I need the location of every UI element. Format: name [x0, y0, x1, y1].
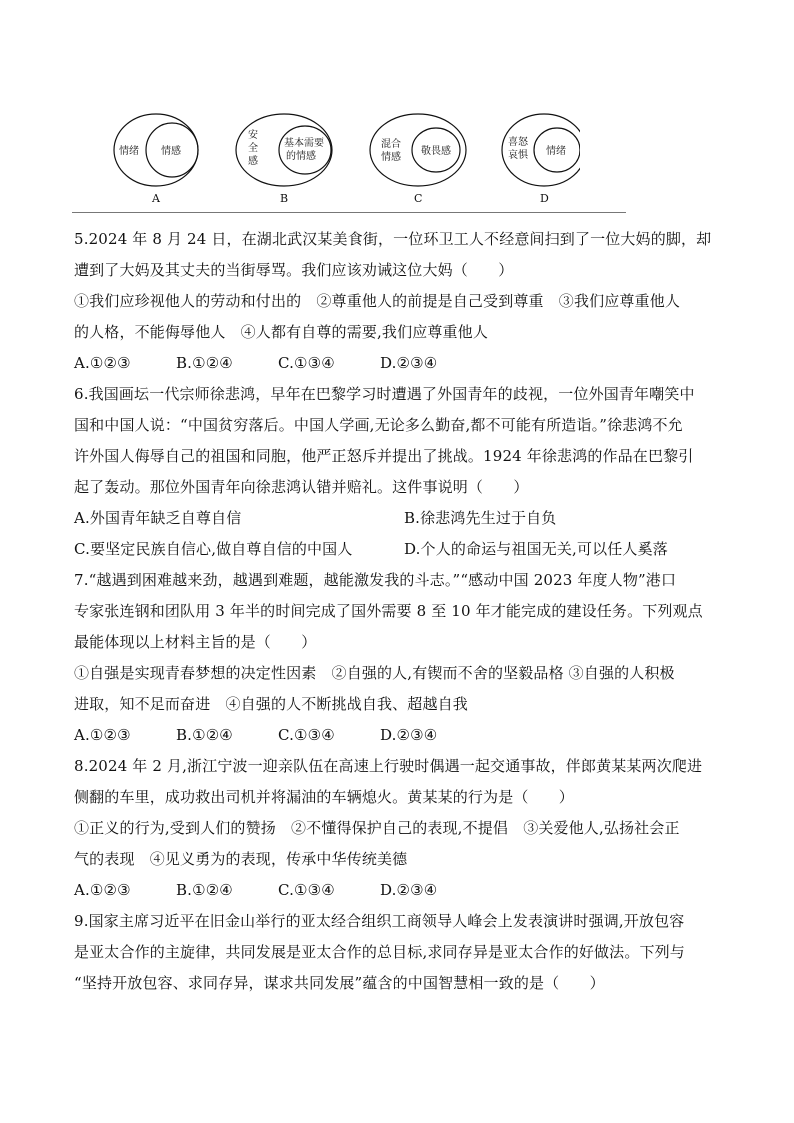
diagram-c-outer-label-1: 混合: [381, 139, 401, 150]
option-d[interactable]: D.个人的命运与祖国无关,可以任人奚落: [404, 540, 668, 558]
diagram-b: [236, 114, 332, 205]
question-stem-line: 6.我国画坛一代宗师徐悲鸿，早年在巴黎学习时遭遇了外国青年的歧视，一位外国青年嘲笑中: [74, 385, 695, 403]
question-stem-line: 遭到了大妈及其丈夫的当街辱骂。我们应该劝诫这位大妈（ ）: [74, 261, 514, 279]
option-d[interactable]: D.②③④: [380, 726, 438, 744]
statement-line: ①自强是实现青春梦想的决定性因素 ②自强的人,有锲而不舍的坚毅品格 ③自强的人积极: [74, 664, 675, 682]
options-row: [74, 720, 734, 751]
question-stem-line: 最能体现以上材料主旨的是（ ）: [74, 633, 317, 651]
option-c[interactable]: C.①③④: [278, 881, 335, 899]
diagram-d-letter: D: [540, 192, 549, 205]
question-stem-line: 7.“越遇到困难越来劲，越遇到难题，越能激发我的斗志。”“感动中国 2023 年度人物”港口: [74, 571, 677, 589]
diagram-d-outer-label-2: 哀惧: [508, 150, 528, 161]
question-stem-line: 9.国家主席习近平在旧金山举行的亚太经合组织工商领导人峰会上发表演讲时强调,开放包容: [74, 912, 685, 930]
option-d[interactable]: D.②③④: [380, 354, 438, 372]
statement-line: 的人格，不能侮辱他人 ④人都有自尊的需要,我们应尊重他人: [74, 323, 488, 341]
diagram-a-outer-label: 情绪: [119, 146, 139, 157]
diagram-b-outer-label-1: 安: [248, 130, 258, 141]
question-6: [74, 379, 734, 565]
question-9: [74, 906, 734, 999]
options-row: [74, 534, 734, 565]
option-c[interactable]: C.①③④: [278, 354, 335, 372]
questions: [74, 224, 734, 999]
option-a[interactable]: A.①②③: [74, 354, 131, 372]
diagram-a: [114, 114, 198, 205]
question-stem-line: “坚持开放包容、求同存异，谋求共同发展”蕴含的中国智慧相一致的是（ ）: [74, 974, 605, 992]
question-stem-line: 许外国人侮辱自己的祖国和同胞，他严正怒斥并提出了挑战。1924 年徐悲鸿的作品在巴黎引: [74, 447, 694, 465]
option-a[interactable]: A.①②③: [74, 726, 131, 744]
diagram-c: [370, 114, 466, 205]
question-stem-line: 8.2024 年 2 月,浙江宁波一迎亲队伍在高速上行驶时偶遇一起交通事故，伴郎黄某某两次爬进: [74, 757, 703, 775]
statement-line: ①正义的行为,受到人们的赞扬 ②不懂得保护自己的表现,不提倡 ③关爱他人,弘扬社会正: [74, 819, 680, 837]
emotion-diagrams: [110, 108, 580, 208]
diagram-b-letter: B: [280, 192, 289, 205]
question-stem-line: 侧翻的车里，成功救出司机并将漏油的车辆熄火。黄某某的行为是（ ）: [74, 788, 574, 806]
statement-line: 气的表现 ④见义勇为的表现，传承中华传统美德: [74, 850, 408, 868]
diagram-c-outer-label-2: 情感: [381, 152, 401, 163]
option-c[interactable]: C.要坚定民族自信心,做自尊自信的中国人: [74, 540, 353, 558]
diagram-b-outer-label-2: 全: [248, 143, 258, 154]
diagram-b-inner: [279, 126, 331, 174]
diagram-a-letter: A: [152, 192, 160, 205]
question-8: [74, 751, 734, 906]
option-b[interactable]: B.①②④: [176, 881, 233, 899]
question-stem-line: 起了轰动。那位外国青年向徐悲鸿认错并赔礼。这件事说明（ ）: [74, 478, 529, 496]
question-stem-line: 专家张连钢和团队用 3 年半的时间完成了国外需要 8 至 10 年才能完成的建设任务。下列观点: [74, 602, 703, 620]
question-stem-line: 5.2024 年 8 月 24 日，在湖北武汉某美食街，一位环卫工人不经意间扫到了一位大妈的脚，却: [74, 230, 712, 248]
diagram-svg: [110, 108, 580, 208]
option-a[interactable]: A.①②③: [74, 881, 131, 899]
options-row: [74, 875, 734, 906]
diagram-c-inner-label: 敬畏感: [421, 146, 451, 157]
diagram-b-outer-label-3: 感: [248, 156, 258, 167]
separator-line: [72, 212, 626, 213]
option-b[interactable]: B.①②④: [176, 354, 233, 372]
diagram-b-inner-label-1: 基本需要: [284, 138, 324, 149]
options-row: [74, 348, 734, 379]
question-5: [74, 224, 734, 379]
diagram-b-inner-label-2: 的情感: [286, 151, 316, 162]
diagram-c-letter: C: [414, 192, 423, 205]
diagram-d: [502, 114, 580, 205]
option-a[interactable]: A.外国青年缺乏自尊自信: [74, 509, 242, 527]
question-stem-line: 国和中国人说：“中国贫穷落后。中国人学画,无论多么勤奋,都不可能有所造诣。”徐悲鸿不允: [74, 416, 683, 434]
option-c[interactable]: C.①③④: [278, 726, 335, 744]
diagram-d-outer-label-1: 喜怒: [508, 137, 528, 148]
statement-line: 进取，知不足而奋进 ④自强的人不断挑战自我、超越自我: [74, 695, 468, 713]
option-d[interactable]: D.②③④: [380, 881, 438, 899]
option-b[interactable]: B.①②④: [176, 726, 233, 744]
question-stem-line: 是亚太合作的主旋律，共同发展是亚太合作的总目标,求同存异是亚太合作的好做法。下列与: [74, 943, 685, 961]
question-7: [74, 565, 734, 751]
statement-line: ①我们应珍视他人的劳动和付出的 ②尊重他人的前提是自己受到尊重 ③我们应尊重他人: [74, 292, 681, 310]
diagram-a-inner-label: 情感: [161, 146, 181, 157]
options-row: [74, 503, 734, 534]
diagram-d-inner-label: 情绪: [546, 146, 566, 157]
option-b[interactable]: B.徐悲鸿先生过于自负: [404, 509, 557, 527]
diagram-c-outer: [370, 114, 466, 186]
